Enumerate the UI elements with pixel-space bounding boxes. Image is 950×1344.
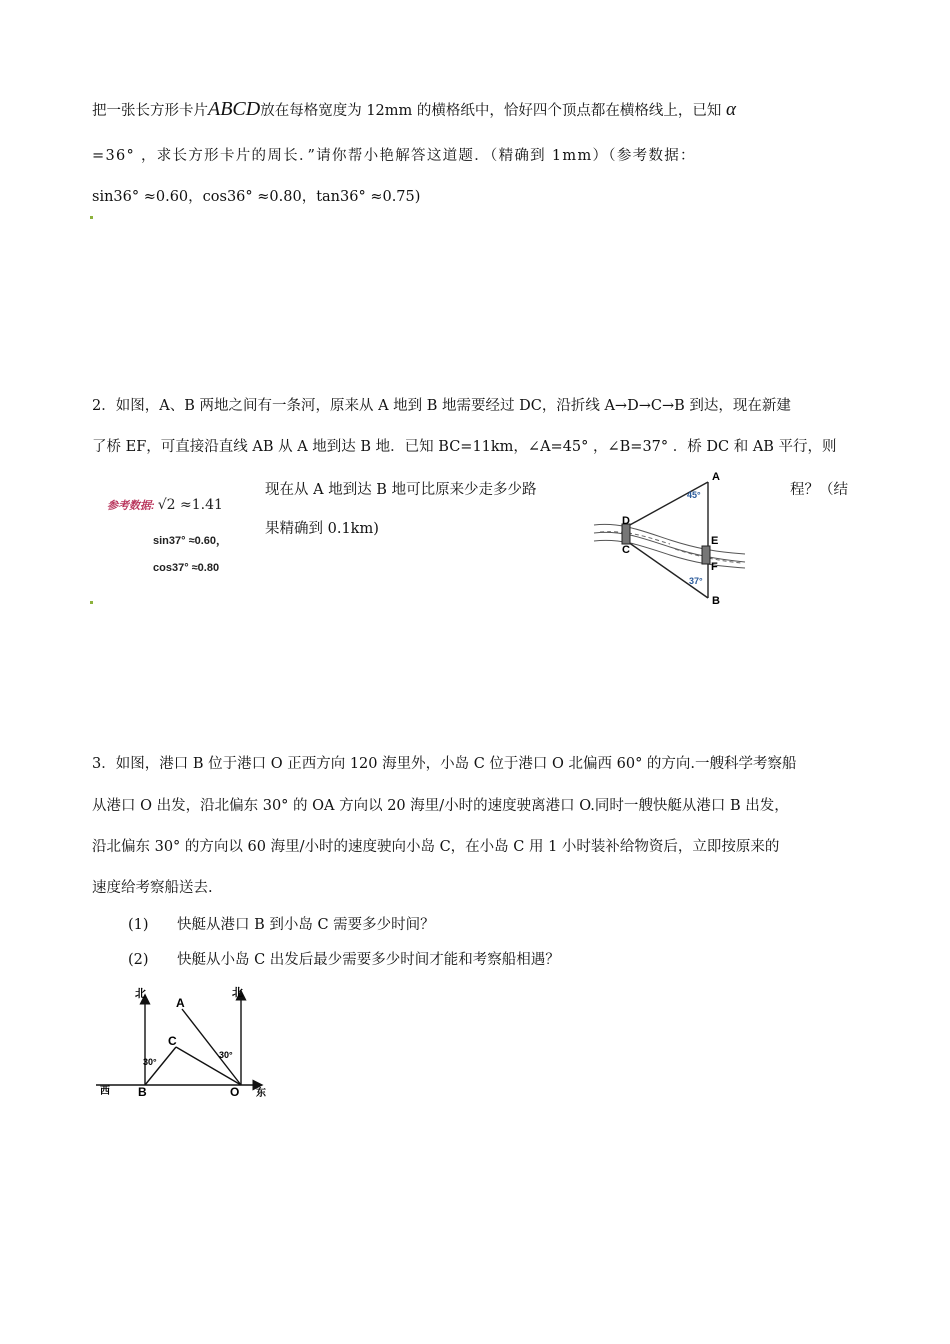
segment-oa [182,1009,241,1085]
angle-b-label: 37° [689,576,703,586]
reference-cos37: cos37° ≈0.80 [153,562,220,574]
label-c: C [168,1034,177,1048]
abcd-variable: ABCD [208,98,261,120]
label-e: E [711,535,719,547]
label-d: D [622,515,630,527]
river-bridge-figure [590,470,750,610]
reference-sin37: sin37° ≈0.60， [153,535,228,547]
question1-text: 快艇从港口 B 到小岛 C 需要多少时间？ [177,917,435,933]
question1-number: (1) [128,917,149,933]
problem3-line1: 3．如图，港口 B 位于港口 O 正西方向 120 海里外，小岛 C 位于港口 O 北偏西 60° 的方向.一艘科学考察船 [92,756,797,772]
reference-sqrt2: √2 ≈1.41 [157,497,223,513]
problem1-line2: =36° ，求长方形卡片的周长．”请你帮小艳解答这道题．（精确到 1mm）（参考数据： [92,148,696,164]
alpha-symbol: α [726,99,736,120]
reference-title: 参考数据: [107,500,155,512]
river-flow [600,532,670,544]
problem3-line3: 沿北偏东 30° 的方向以 60 海里/小时的速度驶向小岛 C，在小岛 C 用 1 小时装补给物资后，立即按原来的 [92,839,780,855]
label-c: C [622,544,630,556]
label-o: O [230,1085,240,1099]
problem2-line3-left: 现在从 A 地到达 B 地可比原来少走多少路 [265,482,537,498]
label-a: A [712,471,720,483]
problem2-line1: 2．如图，A、B 两地之间有一条河，原来从 A 地到 B 地需要经过 DC，沿折线 A→D→C→B 到达，现在新建 [92,398,791,414]
label-a: A [176,996,185,1010]
river-bank-middle [594,532,745,562]
segment-cb [628,542,708,598]
label-east: 东 [256,1088,266,1099]
angle-o-label: 30° [219,1050,233,1060]
label-b: B [712,595,720,607]
segment-ad [628,482,708,526]
label-north-b: 北 [135,988,146,1000]
angle-b-label: 30° [143,1057,157,1067]
problem3-line2: 从港口 O 出发，沿北偏东 30° 的 OA 方向以 20 海里/小时的速度驶离港口 O.同时一艘快艇从港口 B 出发， [92,798,789,814]
problem2-line3-right: 程？（结 [790,482,848,498]
port-navigation-figure [96,985,286,1105]
problem3-line4: 速度给考察船送去. [92,880,213,896]
label-b: B [138,1085,147,1099]
marker-dot [90,601,93,604]
angle-a-label: 45° [687,490,701,500]
problem2-line2: 了桥 EF，可直接沿直线 AB 从 A 地到达 B 地．已知 BC=11km，∠A=45° ，∠B=37° ．桥 DC 和 AB 平行，则 [92,439,837,455]
question2-number: (2) [128,952,149,968]
label-f: F [711,561,718,573]
marker-dot [90,216,93,219]
bridge-dc [622,524,630,544]
problem1-line1: 把一张长方形卡片ABCD放在每格宽度为 12mm 的横格纸中，恰好四个顶点都在横格线上，已知 α [92,98,736,120]
label-north-o: 北 [232,987,243,999]
bridge-ef [702,546,710,564]
problem1-line3: sin36° ≈0.60，cos36° ≈0.80，tan36° ≈0.75) [92,189,421,205]
question2-text: 快艇从小岛 C 出发后最少需要多少时间才能和考察船相遇？ [177,952,560,968]
label-west: 西 [100,1086,110,1097]
river-bank-upper [594,524,745,554]
problem2-line4: 果精确到 0.1km) [265,521,379,537]
river-bank-lower [594,540,745,568]
reference-data [107,497,223,513]
